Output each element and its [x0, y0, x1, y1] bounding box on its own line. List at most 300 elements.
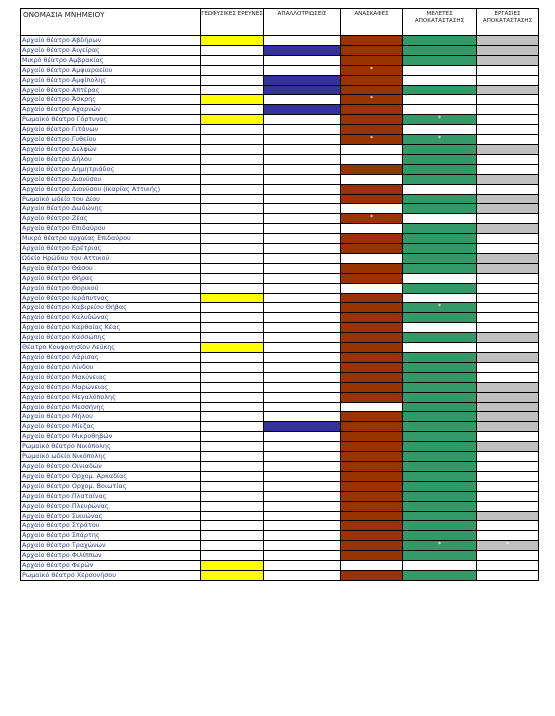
monument-name: Αρχαίο θέατρο Ορχομ. Αρκαδίας [21, 471, 201, 481]
cell-restoration-study [403, 353, 477, 363]
cell-restoration-study [403, 45, 477, 55]
monument-name: Αρχαίο θέατρο Διονύσου (Ικαρίας Αττικής) [21, 184, 201, 194]
cell-restoration-work [477, 234, 539, 244]
monument-name: Αρχαίο θέατρο Επιδαύρου [21, 224, 201, 234]
cell-excavation [341, 392, 403, 402]
cell-restoration-study [403, 95, 477, 105]
cell-restoration-study [403, 491, 477, 501]
cell-restoration-study [403, 273, 477, 283]
cell-restoration-work [477, 570, 539, 580]
cell-expropriation [264, 263, 341, 273]
cell-expropriation [264, 144, 341, 154]
cell-geophysical [201, 402, 264, 412]
table-row [21, 36, 539, 46]
cell-expropriation [264, 105, 341, 115]
cell-restoration-study [403, 224, 477, 234]
cell-geophysical [201, 491, 264, 501]
table-row [21, 392, 539, 402]
cell-expropriation [264, 521, 341, 531]
cell-restoration-study [403, 283, 477, 293]
cell-geophysical [201, 65, 264, 75]
cell-excavation [341, 55, 403, 65]
cell-restoration-study [403, 481, 477, 491]
cell-geophysical [201, 511, 264, 521]
cell-restoration-study [403, 194, 477, 204]
monument-name: Ρωμαϊκό ωδείο του Δίου [21, 194, 201, 204]
table-row [21, 362, 539, 372]
cell-restoration-work [477, 333, 539, 343]
table-row [21, 154, 539, 164]
table-row [21, 372, 539, 382]
cell-expropriation [264, 501, 341, 511]
cell-restoration-study [403, 422, 477, 432]
cell-excavation [341, 45, 403, 55]
cell-excavation [341, 115, 403, 125]
monument-name: Αρχαίο θέατρο Μαρώνειας [21, 382, 201, 392]
cell-geophysical [201, 343, 264, 353]
table-row [21, 471, 539, 481]
cell-restoration-work [477, 273, 539, 283]
cell-restoration-work [477, 372, 539, 382]
table-row [21, 452, 539, 462]
cell-expropriation [264, 402, 341, 412]
cell-excavation [341, 184, 403, 194]
cell-excavation [341, 313, 403, 323]
cell-restoration-work [477, 204, 539, 214]
cell-excavation [341, 174, 403, 184]
cell-geophysical [201, 75, 264, 85]
cell-excavation [341, 194, 403, 204]
cell-expropriation [264, 174, 341, 184]
cell-geophysical [201, 412, 264, 422]
cell-expropriation [264, 481, 341, 491]
cell-expropriation [264, 561, 341, 571]
cell-restoration-study [403, 125, 477, 135]
cell-excavation [341, 353, 403, 363]
cell-restoration-study [403, 244, 477, 254]
table-row [21, 135, 539, 145]
cell-expropriation [264, 115, 341, 125]
monument-name: Αρχαίο θέατρο Μεγαλόπολης [21, 392, 201, 402]
cell-restoration-work [477, 144, 539, 154]
cell-restoration-work [477, 65, 539, 75]
monument-name: Αρχαίο θέατρο Μεσσήνης [21, 402, 201, 412]
cell-geophysical [201, 353, 264, 363]
monument-name: Αρχαίο θέατρο Ζέας [21, 214, 201, 224]
cell-restoration-study [403, 333, 477, 343]
cell-expropriation [264, 382, 341, 392]
cell-excavation [341, 154, 403, 164]
monument-name: Αρχαίο θέατρο Δελφών [21, 144, 201, 154]
monument-name: Αρχαίο θέατρο Καλυδώνας [21, 313, 201, 323]
cell-restoration-work [477, 293, 539, 303]
monument-name: Αρχαίο θέατρο Θήρας [21, 273, 201, 283]
cell-expropriation [264, 45, 341, 55]
table-row [21, 353, 539, 363]
cell-excavation: * [341, 65, 403, 75]
cell-expropriation [264, 244, 341, 254]
cell-expropriation [264, 224, 341, 234]
cell-expropriation [264, 253, 341, 263]
cell-excavation [341, 570, 403, 580]
table-row [21, 95, 539, 105]
cell-geophysical [201, 194, 264, 204]
cell-geophysical [201, 144, 264, 154]
cell-expropriation [264, 184, 341, 194]
cell-geophysical [201, 501, 264, 511]
table-row [21, 144, 539, 154]
cell-geophysical [201, 561, 264, 571]
cell-excavation [341, 362, 403, 372]
table-row [21, 273, 539, 283]
cell-expropriation [264, 412, 341, 422]
cell-restoration-study [403, 521, 477, 531]
cell-geophysical [201, 105, 264, 115]
cell-restoration-work [477, 214, 539, 224]
cell-excavation [341, 244, 403, 254]
cell-excavation [341, 471, 403, 481]
header-restoration-works: ΕΡΓΑΣΙΕΣ ΑΠΟΚΑΤΑΣΤΑΣΗΣ [477, 9, 539, 36]
cell-expropriation [264, 362, 341, 372]
cell-geophysical [201, 115, 264, 125]
cell-geophysical [201, 45, 264, 55]
cell-excavation [341, 263, 403, 273]
monument-name: Αρχαίο θέατρο Δωδώνης [21, 204, 201, 214]
cell-excavation: * [341, 214, 403, 224]
cell-restoration-work [477, 432, 539, 442]
cell-excavation [341, 333, 403, 343]
cell-restoration-study [403, 174, 477, 184]
monument-name: Αρχαίο θέατρο Γυθείου [21, 135, 201, 145]
cell-excavation [341, 303, 403, 313]
table-row [21, 521, 539, 531]
cell-excavation [341, 164, 403, 174]
monuments-table [20, 8, 539, 581]
monument-name: Αρχαίο θέατρο Δήλου [21, 154, 201, 164]
table-row [21, 293, 539, 303]
monument-name: Αρχαίο θέατρο Θορικού [21, 283, 201, 293]
cell-restoration-study [403, 402, 477, 412]
cell-geophysical [201, 204, 264, 214]
cell-geophysical [201, 382, 264, 392]
cell-excavation [341, 372, 403, 382]
monument-name: Αρχαίο θέατρο Απτέρας [21, 85, 201, 95]
cell-expropriation [264, 392, 341, 402]
cell-restoration-study [403, 184, 477, 194]
cell-expropriation [264, 55, 341, 65]
cell-expropriation [264, 461, 341, 471]
cell-expropriation [264, 85, 341, 95]
cell-geophysical [201, 174, 264, 184]
table-row [21, 412, 539, 422]
cell-geophysical [201, 551, 264, 561]
table-row [21, 105, 539, 115]
cell-geophysical [201, 372, 264, 382]
table-body [21, 36, 539, 581]
cell-restoration-work [477, 382, 539, 392]
cell-excavation [341, 75, 403, 85]
monument-name: Αρχαίο θέατρο Πλευρώνας [21, 501, 201, 511]
cell-geophysical [201, 55, 264, 65]
monument-name: Αρχαίο θέατρο Αμφίπολης [21, 75, 201, 85]
table-row [21, 214, 539, 224]
cell-geophysical [201, 125, 264, 135]
cell-restoration-study: * [403, 541, 477, 551]
cell-restoration-study [403, 75, 477, 85]
cell-excavation [341, 561, 403, 571]
cell-excavation [341, 224, 403, 234]
monument-name: Αρχαίο θέατρο Αμφιαραείου [21, 65, 201, 75]
cell-excavation [341, 541, 403, 551]
monument-name: Αρχαίο θέατρο Ιεράπυτνας [21, 293, 201, 303]
table-row [21, 501, 539, 511]
monument-name: Ρωμαϊκό θέατρο Χερσονήσου [21, 570, 201, 580]
cell-restoration-study [403, 36, 477, 46]
cell-restoration-study [403, 263, 477, 273]
monument-name: Αρχαίο θέατρο Θάσου [21, 263, 201, 273]
cell-restoration-work [477, 95, 539, 105]
cell-geophysical [201, 313, 264, 323]
cell-restoration-work [477, 224, 539, 234]
cell-restoration-study [403, 372, 477, 382]
cell-restoration-work [477, 154, 539, 164]
cell-expropriation [264, 95, 341, 105]
cell-excavation [341, 323, 403, 333]
cell-restoration-study [403, 293, 477, 303]
cell-restoration-work [477, 561, 539, 571]
cell-restoration-work [477, 115, 539, 125]
cell-excavation [341, 461, 403, 471]
monument-name: Αρχαίο θέατρο Πλαταίνας [21, 491, 201, 501]
cell-restoration-study [403, 501, 477, 511]
cell-expropriation [264, 551, 341, 561]
cell-geophysical [201, 36, 264, 46]
cell-restoration-study [403, 551, 477, 561]
monument-name: Αρχαίο θέατρο Φιλίππων [21, 551, 201, 561]
monument-name: Αρχαίο θέατρο Τραχώνων [21, 541, 201, 551]
table-row [21, 333, 539, 343]
monument-name: Αρχαίο θέατρο Διονύσου [21, 174, 201, 184]
monument-name: Αρχαίο θέατρο Μικροθηβών [21, 432, 201, 442]
cell-excavation [341, 125, 403, 135]
cell-excavation [341, 491, 403, 501]
monument-name: Αρχαίο θέατρο Άσκρης [21, 95, 201, 105]
cell-restoration-study [403, 382, 477, 392]
table-row [21, 55, 539, 65]
cell-restoration-study [403, 55, 477, 65]
cell-restoration-work [477, 531, 539, 541]
cell-excavation [341, 204, 403, 214]
monument-name: Ρωμαϊκό θέατρο Νικόπολης [21, 442, 201, 452]
cell-restoration-work [477, 521, 539, 531]
monument-name: Αρχαίο θέατρο Σικυώνας [21, 511, 201, 521]
cell-excavation [341, 234, 403, 244]
table-row [21, 551, 539, 561]
cell-restoration-work [477, 422, 539, 432]
monument-name: Αρχαίο θέατρο Λάρισας [21, 353, 201, 363]
cell-geophysical [201, 521, 264, 531]
table-row [21, 85, 539, 95]
cell-expropriation [264, 234, 341, 244]
cell-restoration-study [403, 531, 477, 541]
cell-excavation [341, 531, 403, 541]
cell-excavation [341, 442, 403, 452]
cell-restoration-work [477, 105, 539, 115]
cell-restoration-work [477, 362, 539, 372]
cell-expropriation [264, 214, 341, 224]
cell-restoration-study: * [403, 303, 477, 313]
cell-restoration-study [403, 511, 477, 521]
cell-geophysical [201, 303, 264, 313]
cell-geophysical [201, 293, 264, 303]
cell-restoration-work [477, 491, 539, 501]
cell-restoration-study [403, 313, 477, 323]
cell-restoration-work [477, 125, 539, 135]
header-monument-name: ΟΝΟΜΑΣΙΑ ΜΝΗΜΕΙΟΥ [21, 9, 201, 36]
cell-restoration-study [403, 154, 477, 164]
cell-excavation [341, 521, 403, 531]
cell-restoration-work [477, 461, 539, 471]
monument-name: Μικρό θέατρο Αμβρακίας [21, 55, 201, 65]
cell-expropriation [264, 491, 341, 501]
table-row [21, 184, 539, 194]
header-expropriations: ΑΠΑΛΛΟΤΡΙΩΣΕΙΣ [264, 9, 341, 36]
header-row [21, 9, 539, 36]
cell-geophysical [201, 362, 264, 372]
table-row [21, 164, 539, 174]
table-row [21, 382, 539, 392]
monument-name: Αρχαίο θέατρο Ερέτριας [21, 244, 201, 254]
cell-restoration-study [403, 164, 477, 174]
table-row [21, 313, 539, 323]
cell-restoration-work [477, 244, 539, 254]
cell-expropriation [264, 343, 341, 353]
cell-expropriation [264, 422, 341, 432]
cell-restoration-work [477, 303, 539, 313]
cell-restoration-work [477, 501, 539, 511]
monument-name: Αρχαίο θέατρο Καρθαίας Κέας [21, 323, 201, 333]
table-row [21, 541, 539, 551]
cell-restoration-work [477, 75, 539, 85]
cell-expropriation [264, 432, 341, 442]
table-row [21, 194, 539, 204]
monument-name: Αρχαίο θέατρο Κασσώπης [21, 333, 201, 343]
cell-geophysical [201, 253, 264, 263]
monument-name: Ρωμαϊκό θέατρο Γόρτυνας [21, 115, 201, 125]
table-row [21, 461, 539, 471]
cell-excavation [341, 402, 403, 412]
cell-restoration-work [477, 471, 539, 481]
cell-restoration-work [477, 402, 539, 412]
cell-geophysical [201, 283, 264, 293]
cell-excavation [341, 481, 403, 491]
cell-restoration-study [403, 452, 477, 462]
cell-geophysical [201, 224, 264, 234]
cell-excavation [341, 511, 403, 521]
cell-restoration-work [477, 353, 539, 363]
cell-excavation [341, 432, 403, 442]
cell-geophysical [201, 244, 264, 254]
monument-name: Αρχαίο θέατρο Σπάρτης [21, 531, 201, 541]
cell-geophysical [201, 471, 264, 481]
cell-restoration-work [477, 135, 539, 145]
monument-name: Αρχαίο θέατρο Ορχομ. Βοιωτίας [21, 481, 201, 491]
cell-restoration-study [403, 432, 477, 442]
cell-restoration-study: * [403, 135, 477, 145]
table-row [21, 422, 539, 432]
cell-restoration-work [477, 392, 539, 402]
monument-name: Ρωμαϊκό ωδείο Νικόπολης [21, 452, 201, 462]
cell-excavation [341, 422, 403, 432]
monument-name: Αρχαίο θέατρο Αιγείρας [21, 45, 201, 55]
table-row [21, 45, 539, 55]
cell-geophysical [201, 214, 264, 224]
cell-restoration-work [477, 85, 539, 95]
table-row [21, 481, 539, 491]
cell-restoration-work [477, 481, 539, 491]
monument-name: Μικρό θέατρο αρχαίας Επιδαύρου [21, 234, 201, 244]
table-row [21, 75, 539, 85]
cell-restoration-study [403, 412, 477, 422]
cell-geophysical [201, 452, 264, 462]
cell-restoration-work [477, 36, 539, 46]
table-row [21, 303, 539, 313]
cell-excavation [341, 283, 403, 293]
cell-restoration-work [477, 263, 539, 273]
cell-restoration-work: * [477, 541, 539, 551]
cell-geophysical [201, 234, 264, 244]
cell-geophysical [201, 461, 264, 471]
cell-geophysical [201, 333, 264, 343]
monument-name: Αρχαίο θέατρο Μακύνειας [21, 372, 201, 382]
cell-geophysical [201, 95, 264, 105]
cell-excavation [341, 551, 403, 561]
header-excavations: ΑΝΑΣΚΑΦΕΣ [341, 9, 403, 36]
cell-restoration-study [403, 570, 477, 580]
monument-name: Αρχαίο θέατρο Αχαρνών [21, 105, 201, 115]
cell-excavation [341, 343, 403, 353]
cell-restoration-study [403, 234, 477, 244]
cell-excavation [341, 105, 403, 115]
cell-geophysical [201, 481, 264, 491]
cell-geophysical [201, 442, 264, 452]
monument-name: Θέατρο Κουφονησίου Λεύκης [21, 343, 201, 353]
table-row [21, 253, 539, 263]
monument-name: Αρχαίο θέατρο Μήλου [21, 412, 201, 422]
table-row [21, 204, 539, 214]
cell-restoration-study [403, 442, 477, 452]
cell-restoration-work [477, 184, 539, 194]
cell-excavation [341, 293, 403, 303]
cell-geophysical [201, 392, 264, 402]
cell-expropriation [264, 273, 341, 283]
cell-excavation [341, 253, 403, 263]
table-row [21, 402, 539, 412]
cell-restoration-work [477, 313, 539, 323]
cell-geophysical [201, 263, 264, 273]
header-restoration-studies: ΜΕΛΕΤΕΣ ΑΠΟΚΑΤΑΣΤΑΣΗΣ [403, 9, 477, 36]
cell-expropriation [264, 135, 341, 145]
table-row [21, 343, 539, 353]
cell-expropriation [264, 194, 341, 204]
table-row [21, 115, 539, 125]
cell-restoration-work [477, 55, 539, 65]
cell-expropriation [264, 372, 341, 382]
cell-restoration-work [477, 253, 539, 263]
cell-restoration-study: * [403, 115, 477, 125]
cell-restoration-study [403, 144, 477, 154]
cell-expropriation [264, 323, 341, 333]
